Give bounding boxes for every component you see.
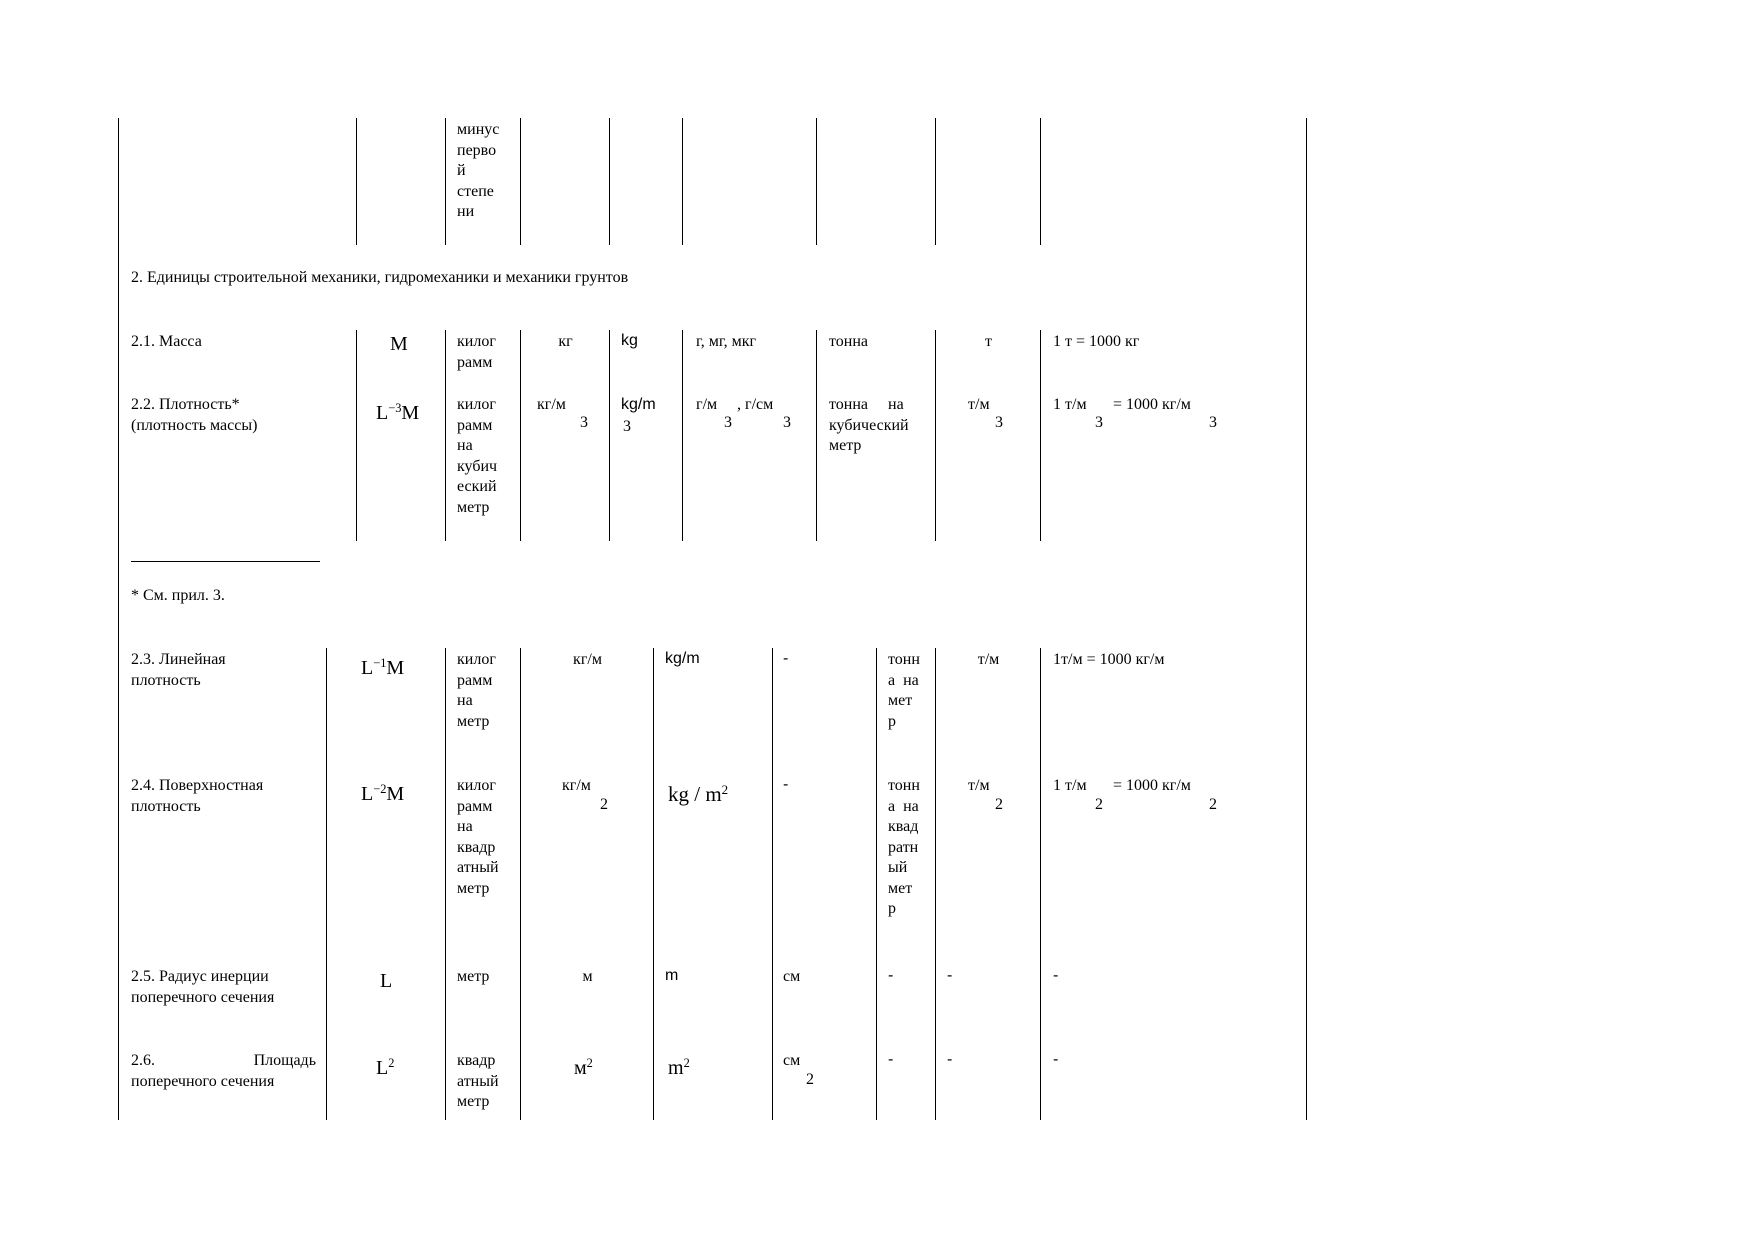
unit-name: килог рамм на кубич еский метр (457, 396, 498, 516)
unit-relation: = 1000 кг/м (1113, 777, 1191, 794)
intl-designation-lat: kg / $m^2$ (668, 781, 729, 806)
unit-name: квадр атный метр (457, 1052, 499, 1110)
unit-relation: 1 т/м (1053, 396, 1087, 413)
column-divider (772, 648, 773, 1120)
exponent: 3 (623, 418, 631, 435)
column-divider (935, 648, 936, 1120)
exponent: 2 (995, 796, 1003, 813)
intl-designation-lat: m (665, 967, 679, 984)
dimension: M (390, 333, 408, 355)
other-unit-designation: т/м (968, 777, 990, 794)
other-unit-name: - (888, 967, 894, 984)
intl-designation-lat: kg/m (665, 650, 700, 667)
intl-designation-ru: кг (558, 333, 573, 350)
unit-name-fragment: минус перво й степе ни (457, 121, 500, 220)
multiples: - (783, 776, 789, 793)
unit-name: килог рамм (457, 333, 496, 371)
exponent: 2 (1095, 796, 1103, 813)
column-divider (445, 330, 446, 541)
unit-name: килог рамм на метр (457, 651, 496, 730)
other-unit-designation: - (947, 967, 953, 984)
dimension: $L^{-1}M$ (361, 656, 405, 679)
column-divider (356, 118, 357, 245)
dimension: L (380, 970, 393, 992)
quantity-name: 2.1. Масса (131, 333, 202, 350)
footnote: * См. прил. 3. (131, 587, 225, 604)
other-unit-designation: - (947, 1051, 953, 1068)
intl-designation-ru: $м^2$ (574, 1056, 593, 1079)
column-divider (356, 330, 357, 541)
unit-relation: 1 т = 1000 кг (1053, 333, 1140, 350)
exponent: 3 (1095, 414, 1103, 431)
unit-relation: = 1000 кг/м (1113, 396, 1191, 413)
column-divider (609, 330, 610, 541)
intl-designation-lat: $m^2$ (668, 1056, 690, 1079)
multiples: см (783, 968, 801, 985)
column-divider (520, 330, 521, 541)
dimension: $L^2$ (376, 1056, 395, 1079)
column-divider (520, 118, 521, 245)
intl-designation-ru: м (582, 968, 593, 985)
intl-designation-ru: кг/м (562, 777, 591, 794)
quantity-name: 2.2. Плотность* (плотность массы) (131, 396, 258, 434)
column-divider (935, 330, 936, 541)
intl-designation-lat: kg/m (621, 396, 656, 413)
column-divider (816, 330, 817, 541)
column-divider (1040, 330, 1041, 541)
exponent: 2 (1209, 796, 1217, 813)
exponent: 2 (600, 796, 608, 813)
column-divider (1040, 648, 1041, 1120)
multiples: г/м (696, 396, 718, 413)
unit-relation: 1т/м = 1000 кг/м (1053, 651, 1165, 668)
column-divider (520, 648, 521, 1120)
quantity-name: 2.6. Площадь поперечного сечения (131, 1052, 316, 1090)
unit-relation: 1 т/м (1053, 777, 1087, 794)
column-divider (445, 118, 446, 245)
unit-name: метр (457, 968, 490, 985)
other-unit-name: тонна (829, 333, 869, 350)
intl-designation-ru: кг/м (537, 396, 566, 413)
intl-designation-lat: kg (621, 332, 638, 349)
other-unit-designation: т/м (977, 651, 1000, 668)
quantity-name: 2.4. Поверхностная плотность (131, 777, 264, 815)
column-divider (682, 330, 683, 541)
column-divider (816, 118, 817, 245)
column-divider (1040, 118, 1041, 245)
table-border-right (1306, 118, 1307, 1120)
footnote-separator (131, 561, 320, 562)
quantity-name: 2.5. Радиус инерции поперечного сечения (131, 968, 275, 1006)
other-unit-name: - (888, 1051, 894, 1068)
column-divider (935, 118, 936, 245)
quantity-name: 2.3. Линейная плотность (131, 651, 226, 689)
dimension: $L^{-3}M$ (376, 401, 420, 424)
column-divider (326, 648, 327, 1120)
multiples: , г/см (737, 396, 774, 413)
unit-relation: - (1053, 1051, 1059, 1068)
exponent: 3 (580, 414, 588, 431)
exponent: 3 (1209, 414, 1217, 431)
column-divider (653, 648, 654, 1120)
other-unit-designation: т/м (968, 396, 990, 413)
unit-relation: - (1053, 967, 1059, 984)
exponent: 3 (995, 414, 1003, 431)
column-divider (682, 118, 683, 245)
unit-name: килог рамм на квадр атный метр (457, 777, 499, 897)
column-divider (609, 118, 610, 245)
other-unit-name: тонн а на мет р (888, 651, 920, 730)
intl-designation-ru: кг/м (573, 651, 602, 668)
table-border-left (118, 118, 119, 1120)
other-unit-name: тонна на кубический метр (829, 396, 909, 454)
multiples: - (783, 650, 789, 667)
column-divider (876, 648, 877, 1120)
exponent: 2 (806, 1071, 814, 1088)
multiples: см (783, 1052, 801, 1069)
column-divider (445, 648, 446, 1120)
multiples: г, мг, мкг (696, 333, 757, 350)
other-unit-name: тонн а на квад ратн ый мет р (888, 777, 920, 917)
section-title: 2. Единицы строительной механики, гидромеханики и механики грунтов (131, 269, 629, 286)
exponent: 3 (783, 414, 791, 431)
dimension: $L^{-2}M$ (361, 782, 405, 805)
other-unit-designation: т (985, 333, 992, 350)
exponent: 3 (724, 414, 732, 431)
